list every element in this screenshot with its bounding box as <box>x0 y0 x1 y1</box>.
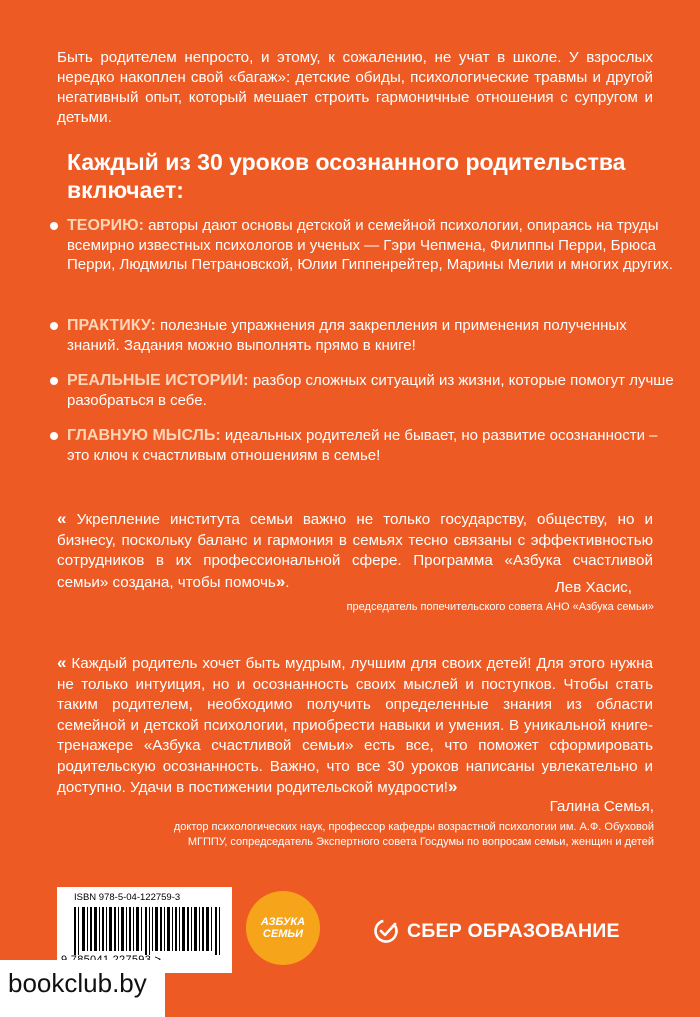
sber-education-logo <box>373 917 620 945</box>
list-item-label: ПРАКТИКУ: <box>67 317 156 334</box>
azbuka-semyi-logo <box>246 891 320 965</box>
logo-line-2: СЕМЬИ <box>262 928 304 940</box>
open-quote-mark: « <box>57 653 67 672</box>
quote-text: Каждый родитель хочет быть мудрым, лучшим для своих детей! Для этого нужна не только интуиция, но и осознанность своих мыслей и поступков. Чтобы стать таким родителем, необходимо получить определенные знания из области семейной и детской психологии, приобрести навыки и умения. В уникальной книге-тренажере «Азбука счастливой семьи» есть все, что поможет сформировать родительскую осознанность. Важно, что все 30 уроков написаны увлекательно и доступно. Удачи в постижении родительской мудрости! <box>57 655 653 796</box>
bullet-dot-icon <box>50 222 58 230</box>
bullet-dot-icon <box>50 322 58 330</box>
open-quote-mark: « <box>57 509 67 528</box>
quote-author: Лев Хасис, <box>554 579 632 596</box>
quote-author-role: доктор психологических наук, профессор кафедры возрастной психологии им. А.Ф. Обуховой МГППУ, сопредседатель Экспертного совета Госдумы по вопросам семьи, женщин и детей <box>173 821 654 848</box>
quote-author-role: председатель попечительского совета АНО «Азбука семьи» <box>346 601 654 613</box>
list-item-main-idea <box>50 426 677 465</box>
section-headline: Каждый из 30 уроков осознанного родительства включает: <box>67 149 626 203</box>
list-item-label: РЕАЛЬНЫЕ ИСТОРИИ: <box>67 372 249 389</box>
quote-text: Укрепление института семьи важно не только государству, обществу, но и бизнесу, поскольку баланс и гармония в семьях тесно связаны с эффективностью сотрудников в их профессиональной сфере. Программа «Азбука счастливой семьи» создана, чтобы помочь <box>57 511 653 591</box>
sber-check-icon <box>373 918 399 944</box>
list-item-text: разбор сложных ситуаций из жизни, которые помогут лучше разобраться в себе. <box>67 372 674 409</box>
sber-logo-text: СБЕР ОБРАЗОВАНИЕ <box>407 919 620 942</box>
list-item-stories <box>50 371 677 410</box>
list-item-label: ТЕОРИЮ: <box>67 217 144 234</box>
list-item-text: идеальных родителей не бывает, но развитие осознанности – это ключ к счастливым отношениям в семье! <box>67 427 658 464</box>
barcode-bars-icon <box>74 907 222 955</box>
logo-line-1: АЗБУКА <box>260 916 306 928</box>
list-item-practice <box>50 316 677 355</box>
bullet-dot-icon <box>50 377 58 385</box>
list-item-label: ГЛАВНУЮ МЫСЛЬ: <box>67 427 221 444</box>
bullet-dot-icon <box>50 432 58 440</box>
close-quote-mark: » <box>448 777 458 796</box>
list-item-theory <box>50 216 677 275</box>
quote-1: « Укрепление института семьи важно не только государству, обществу, но и бизнесу, поскольку баланс и гармония в семьях тесно связаны с эффективностью сотрудников в их профессиональной сфере. Программа «Азбука счастливой семьи» создана, чтобы помочь». <box>57 509 653 591</box>
close-quote-mark: » <box>275 571 286 591</box>
list-item-text: полезные упражнения для закрепления и применения полученных знаний. Задания можно выполнять прямо в книге! <box>67 317 627 354</box>
quote-author: Галина Семья, <box>549 798 654 815</box>
isbn-text: ISBN 978-5-04-122759-3 <box>74 892 181 903</box>
list-item-text: авторы дают основы детской и семейной психологии, опираясь на труды всемирно известных психологов и ученых — Гэри Чепмена, Филиппы Перри, Брюса Перри, Людмилы Петрановской, Юлии Гиппенрейтер, Марины Мелии и многих других. <box>67 217 673 273</box>
quote-2 <box>57 653 653 799</box>
intro-paragraph: Быть родителем непросто, и этому, к сожалению, не учат в школе. У взрослых нередко накоплен свой «багаж»: детские обиды, психологические травмы и другой негативный опыт, который мешает строить гармоничные отношения с супругом и детьми. <box>57 49 653 126</box>
site-watermark: bookclub.by <box>8 968 147 998</box>
